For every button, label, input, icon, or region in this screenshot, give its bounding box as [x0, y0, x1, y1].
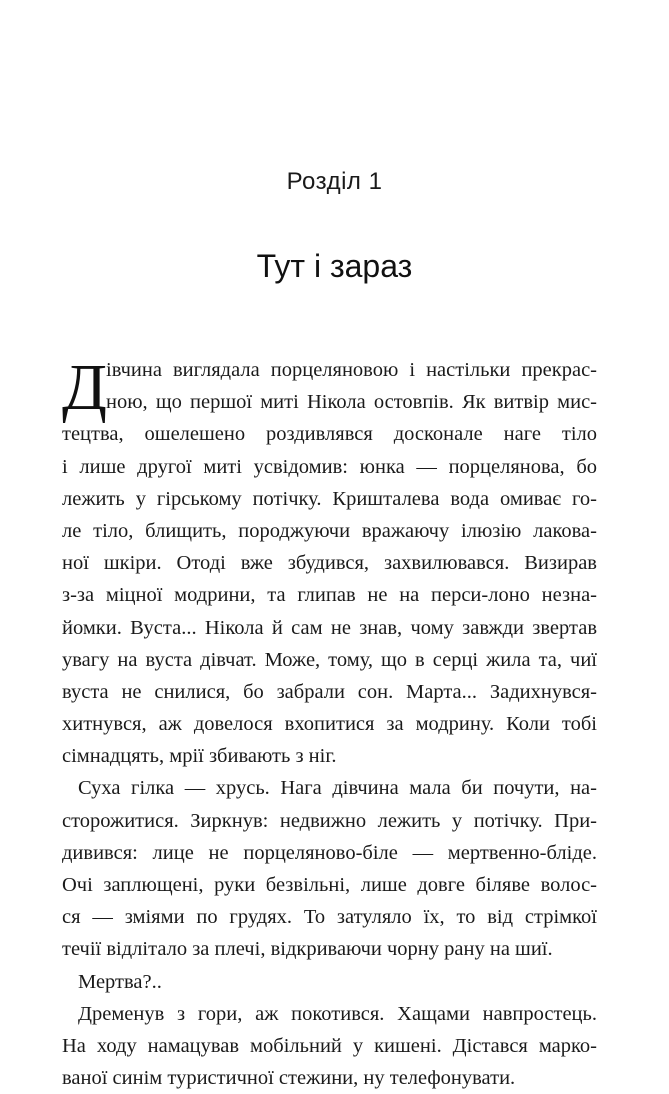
- text-line: івчина виглядала порцеляновою і настільки прекрас-: [106, 359, 597, 381]
- text-line: Мертва?..: [78, 970, 162, 993]
- text-line: ваної синім туристичної стежини, ну телефонувати.: [62, 1067, 516, 1090]
- text-line: лежить у гірському потічку. Кришталева вода омиває го-: [62, 487, 597, 510]
- text-line: Дременув з гори, аж покотився. Хащами навпростець.: [78, 1002, 597, 1025]
- text-line: На ходу намацував мобільний у кишені. Дістався марко-: [62, 1034, 597, 1057]
- text-line: Очі заплющені, руки безвільні, лише довге біляве волос-: [62, 874, 597, 896]
- text-line: і лише другої миті усвідомив: юнка — порцелянова, бо: [62, 455, 597, 478]
- text-lines: [62, 351, 597, 1094]
- text-line: сторожитися. Зиркнув: недвижно лежить у потічку. При-: [62, 809, 597, 832]
- text-line: йомки. Вуста... Нікола й сам не знав, чому завжди звертав: [62, 616, 597, 639]
- text-line: ною, що першої миті Нікола остовпів. Як витвір мис-: [106, 391, 597, 414]
- text-line: вуста не снилися, бо забрали сон. Марта... Задихнувся-: [62, 680, 597, 703]
- text-line: дивився: лице не порцеляново-біле — мертвенно-бліде.: [62, 841, 597, 864]
- text-line: течії відлітало за плечі, відкриваючи чорну рану на шиї.: [62, 938, 553, 961]
- chapter-number: Розділ 1: [286, 168, 383, 195]
- text-line: ся — зміями по грудях. То затуляло їх, то від стрімкої: [62, 906, 597, 929]
- text-line: увагу на вуста дівчат. Може, тому, що в серці жила та, чиї: [62, 648, 597, 671]
- text-line: сімнадцять, мрії збивають з ніг.: [62, 745, 337, 768]
- drop-cap-letter: Д: [62, 351, 108, 424]
- text-line: з-за міцної модрини, та глипав не на перси-лоно незна-: [62, 584, 597, 607]
- text-line: ної шкіри. Отоді вже збудився, захвилювався. Визирав: [62, 552, 597, 575]
- chapter-title: Тут і зараз: [256, 248, 413, 284]
- text-line: тецтва, ошелешено роздивлявся досконале наге тіло: [62, 423, 597, 446]
- text-line: хитнувся, аж довелося вхопитися за модрину. Коли тобі: [62, 713, 597, 736]
- text-line: ле тіло, блищить, породжуючи вражаючу ілюзію лакова-: [62, 519, 597, 542]
- text-line: Суха гілка — хрусь. Нага дівчина мала би почути, на-: [78, 777, 597, 800]
- chapter-body-text: [62, 351, 597, 1094]
